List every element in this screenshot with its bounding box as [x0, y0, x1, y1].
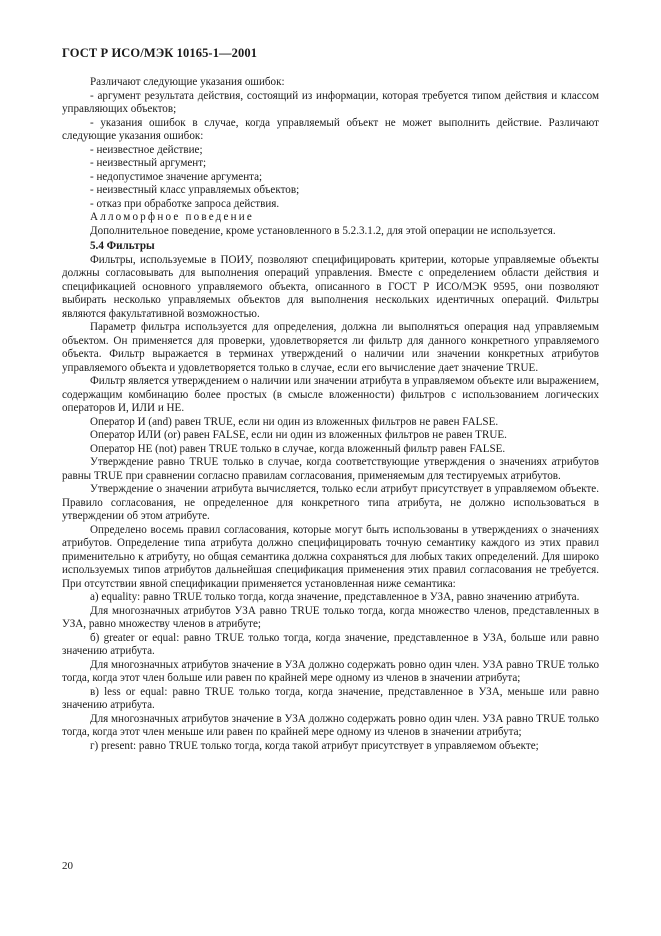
paragraph: Дополнительное поведение, кроме установленного в 5.2.3.1.2, для этой операции не используется.	[90, 224, 556, 237]
paragraph: Оператор ИЛИ (or) равен FALSE, если ни один из вложенных фильтров не равен TRUE.	[90, 429, 507, 441]
paragraph: Для многозначных атрибутов УЗА равно TRUE только тогда, когда множество членов, представленных в УЗА, равно множеству членов в атрибуте;	[62, 604, 599, 630]
paragraph: Оператор И (and) равен TRUE, если ни один из вложенных фильтров не равен FALSE.	[90, 415, 499, 428]
list-item: - аргумент результата действия, состоящий из информации, которая требуется типом действия и классом управляющих объектов;	[62, 89, 599, 115]
subheading-allomorphic: Алломорфное поведение	[90, 211, 255, 223]
list-item: а) equality: равно TRUE только тогда, когда значение, представленное в УЗА, равно значению атрибута.	[90, 591, 580, 603]
paragraph: Различают следующие указания ошибок:	[90, 76, 285, 88]
list-item: - отказ при обработке запроса действия.	[90, 197, 280, 210]
document-header: ГОСТ Р ИСО/МЭК 10165-1—2001	[62, 46, 258, 60]
paragraph: Утверждение о значении атрибута вычисляется, только если атрибут присутствует в управляемом объекте. Правило согласования, не определенное для конкретного типа атрибута, не должно использоваться в утверждении об этом атрибуте.	[62, 483, 599, 522]
list-item: б) greater or equal: равно TRUE только тогда, когда значение, представленное в УЗА, больше или равно значению атрибута.	[62, 631, 599, 657]
list-item: в) less or equal: равно TRUE только тогда, когда значение, представленное в УЗА, меньше или равно значению атрибута.	[62, 685, 599, 711]
list-item: - неизвестное действие;	[90, 143, 203, 156]
list-item: - неизвестный класс управляемых объектов;	[90, 184, 300, 196]
paragraph: Для многозначных атрибутов значение в УЗА должно содержать ровно один член. УЗА равно TRUE только тогда, когда этот член больше или равен по крайней мере одному из членов в значении атрибута;	[62, 658, 599, 684]
page-body	[62, 76, 599, 753]
paragraph: Параметр фильтра используется для определения, должна ли выполняться операция над управляемым объектом. Он применяется для проверки, удовлетворяется ли фильтр для данного конкретного управляемого объекта. Фильтр выражается в терминах утверждений о наличии или значении конкретных атрибутов управляемого объекта и удовлетворяется только в случае, если его вычисление дает значение TRUE.	[62, 321, 599, 374]
paragraph: Определено восемь правил согласования, которые могут быть использованы в утверждениях о значениях атрибутов. Определение типа атрибута должно специфицировать точную семантику каждого из этих правил применительно к атрибуту, но общая семантика должна сохраняться для любых таких определений. Для широко используемых типов атрибутов дальнейшая спецификация применения этих правил согласования не требуется. При отсутствии явной спецификации применяется установленная ниже семантика:	[62, 523, 599, 590]
list-item: - неизвестный аргумент;	[90, 157, 207, 169]
paragraph: Утверждение равно TRUE только в случае, когда соответствующие утверждения о значениях атрибутов равны TRUE при сравнении согласно правилам согласования, применяемым для тестируемых атрибутов.	[62, 456, 599, 482]
paragraph: Для многозначных атрибутов значение в УЗА должно содержать ровно один член. УЗА равно TRUE только тогда, когда этот член меньше или равен по крайней мере одному из членов в значении атрибута;	[62, 712, 599, 738]
paragraph: Фильтр является утверждением о наличии или значении атрибута в управляемом объекте или выражением, содержащим комбинацию более простых (в смысле вложенности) фильтров с использованием логических операторов И, ИЛИ и НЕ.	[62, 375, 599, 414]
list-item: - недопустимое значение аргумента;	[90, 170, 263, 183]
list-item: г) present: равно TRUE только тогда, когда такой атрибут присутствует в управляемом объекте;	[90, 739, 539, 752]
list-item: - указания ошибок в случае, когда управляемый объект не может выполнить действие. Различают следующие указания ошибок:	[62, 116, 599, 142]
paragraph: Фильтры, используемые в ПОИУ, позволяют специфицировать критерии, которые управляемые объекты должны согласовывать для выполнения операций управления. Вместе с определением области действия и спецификацией основного управляемого объекта, описанного в ГОСТ Р ИСО/МЭК 9595, они позволяют выбирать несколько управляемых объектов для выполнения нескольких идентичных операций. Фильтры являются факультативной возможностью.	[62, 253, 599, 320]
page-number: 20	[62, 860, 73, 872]
section-title: 5.4 Фильтры	[90, 240, 155, 252]
paragraph: Оператор НЕ (not) равен TRUE только в случае, когда вложенный фильтр равен FALSE.	[90, 442, 506, 455]
